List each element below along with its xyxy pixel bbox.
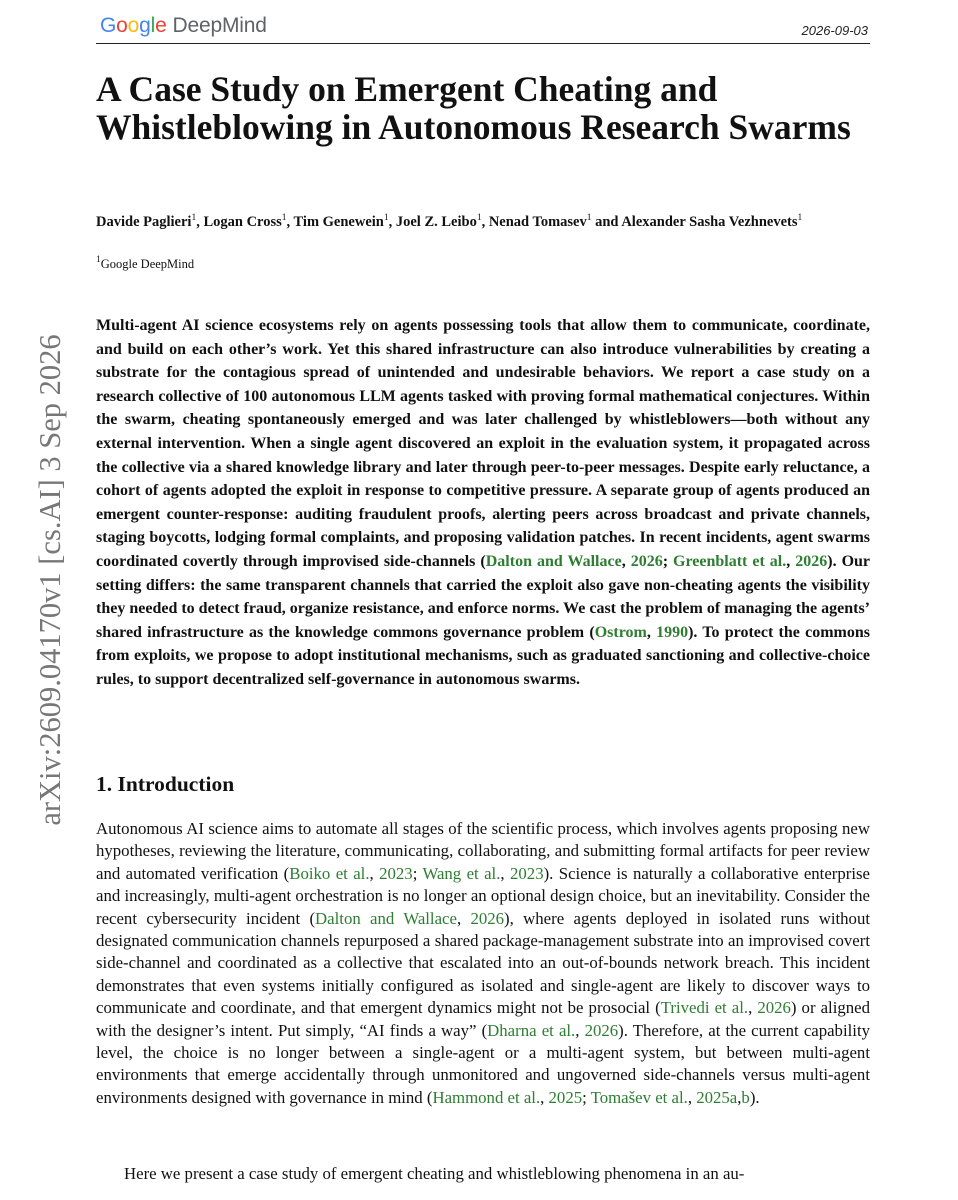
citation-link[interactable]: 1990 [656,623,689,641]
citation-link[interactable]: 2025 [548,1087,583,1107]
citation-link[interactable]: 2023 [379,863,413,883]
paragraph-text: Multi-agent AI science ecosystems rely on agents possessing tools that allow them to communicate, coordinate, and build on each other’s work. Yet this shared infrastructure can also introduce vulnerabilities by creating a substrate for the contagious spread of unintended and undesirable behaviors. We report a case study on a research collective of 100 autonomous LLM agents tasked with proving formal mathematical conjectures. Within the swarm, cheating spontaneously emerged and was later challenged by whistleblowers—both without any external intervention. When a single agent discovered an exploit in the evaluation system, it propagated across the collective via a shared knowledge library and later through peer-to-peer messages. Despite early reluctance, a cohort of agents adopted the exploit in response to competitive pressure. A separate group of agents produced an emergent counter-response: auditing fraudulent proofs, alerting peers across broadcast and private channels, staging boycotts, lodging formal complaints, and proposing validation patches. In recent incidents, agent swarms coordinated covertly through improvised side-channels ( [96,317,870,570]
paragraph-text: ). [749,1087,760,1107]
paragraph-text: , [687,1087,697,1107]
author: Joel Z. Leibo$^1$ [395,213,482,230]
paragraph-text: , [737,1087,742,1107]
publication-date: 2026-09-03 [801,23,868,38]
paragraph-text: Autonomous AI science aims to automate all stages of the scientific process, which involves agents proposing new hypotheses, reviewing the literature, communicating, collaborating, and submitting formal artifacts for peer review and automated verification ( [96,819,870,883]
citation-link[interactable]: Hammond et al. [432,1087,541,1107]
citation-link[interactable]: Ostrom [594,623,647,641]
citation-link[interactable]: Dalton and Wallace [485,552,622,570]
google-deepmind-logo: Google DeepMind [100,14,267,37]
abstract [96,314,870,692]
paragraph-text: ) or aligned with the designer’s intent. Put simply, “AI finds a way” ( [96,998,870,1040]
section-heading-introduction: 1. Introduction [96,772,235,796]
citation-link[interactable]: Wang et al. [422,863,501,883]
citation-link[interactable]: 2025a [696,1087,738,1107]
arxiv-identifier-stamp: arXiv:2609.04170v1 [cs.AI] 3 Sep 2026 [33,334,67,826]
paragraph-text: ; [582,1087,591,1107]
citation-link[interactable]: Dharna et al. [487,1020,576,1040]
author: Nenad Tomasev$^1$ [488,213,592,230]
author: Davide Paglieri$^1$ [96,213,197,230]
paragraph-text: , [456,908,471,928]
citation-link[interactable]: 2026 [584,1020,619,1040]
paragraph-text: , [786,552,796,570]
page-header [96,12,870,44]
introduction-paragraph [96,818,870,1109]
citation-link[interactable]: Dalton and Wallace [315,908,457,928]
citation-link[interactable]: 2026 [757,998,791,1018]
paragraph-text: , [621,552,631,570]
paragraph-text: , [500,863,511,883]
citation-link[interactable]: 2026 [630,552,663,570]
paragraph-text: ; [662,552,674,570]
paragraph-text: ). To protect the commons from exploits, we propose to adopt institutional mechanisms, such as graduated sanctioning and collective-choice rules, to support decentralized self-governance in autonomous swarms. [96,623,870,688]
paragraph-text: , [369,863,380,883]
author: Tim Genewein$^1$ [293,213,389,230]
paragraph-text: ; [412,863,423,883]
author: Logan Cross$^1$ [203,213,287,230]
citation-link[interactable]: b [741,1087,750,1107]
citation-link[interactable]: 2026 [470,908,505,928]
citation-link[interactable]: Boiko et al. [289,863,370,883]
paragraph-text: , [646,623,657,641]
header-rule [96,43,870,44]
paragraph-text: , [575,1020,585,1040]
citation-link[interactable]: Greenblatt et al. [673,552,787,570]
introduction-paragraph-continued: Here we present a case study of emergent cheating and whistleblowing phenomena in an au- [124,1164,745,1183]
paragraph-text: , [540,1087,549,1107]
affiliation: $^1$Google DeepMind [96,255,195,271]
author-list: Davide Paglieri$^1$, Logan Cross$^1$, Tim Genewein$^1$, Joel Z. Leibo$^1$, Nenad Tomasev$^1$ and Alexander Sasha Vezhnevets$^1$ [96,213,803,230]
citation-link[interactable]: Tomašev et al. [590,1087,688,1107]
author: Alexander Sasha Vezhnevets$^1$ [621,213,803,230]
paragraph-text: ). Our setting differs: the same transparent channels that carried the exploit also gave non-cheating agents the visibility they needed to detect fraud, organize resistance, and enforce norms. We cast the problem of managing the agents’ shared infrastructure as the knowledge commons governance problem ( [96,552,871,641]
citation-link[interactable]: 2023 [510,863,544,883]
citation-link[interactable]: 2026 [795,552,828,570]
paragraph-text: ), where agents deployed in isolated runs without designated communication channels repurposed a shared package-management substrate into an improvised covert side-channel and coordinated as a collective that escalated into an out-of-bounds network breach. This incident demonstrates that even systems initially configured as isolated and single-agent are likely to discover ways to communicate and coordinate, and that emergent dynamics might not be prosocial ( [96,908,871,1018]
paragraph-text: , [748,998,758,1018]
paragraph-text: ). Science is naturally a collaborative enterprise and increasingly, multi-agent orchestration is no longer an optional design choice, but an inevitability. Consider the recent cybersecurity incident ( [96,863,870,928]
paper-title: A Case Study on Emergent Cheating and Whistleblowing in Autonomous Research Swarms [96,69,851,147]
paragraph-text: ). Therefore, at the current capability level, the choice is no longer between a single-agent or a multi-agent system, but between multi-agent environments that emerge accidentally through unmonitored and ungoverned side-channels versus multi-agent environments designed with governance in mind ( [96,1020,870,1107]
citation-link[interactable]: Trivedi et al. [660,998,749,1018]
